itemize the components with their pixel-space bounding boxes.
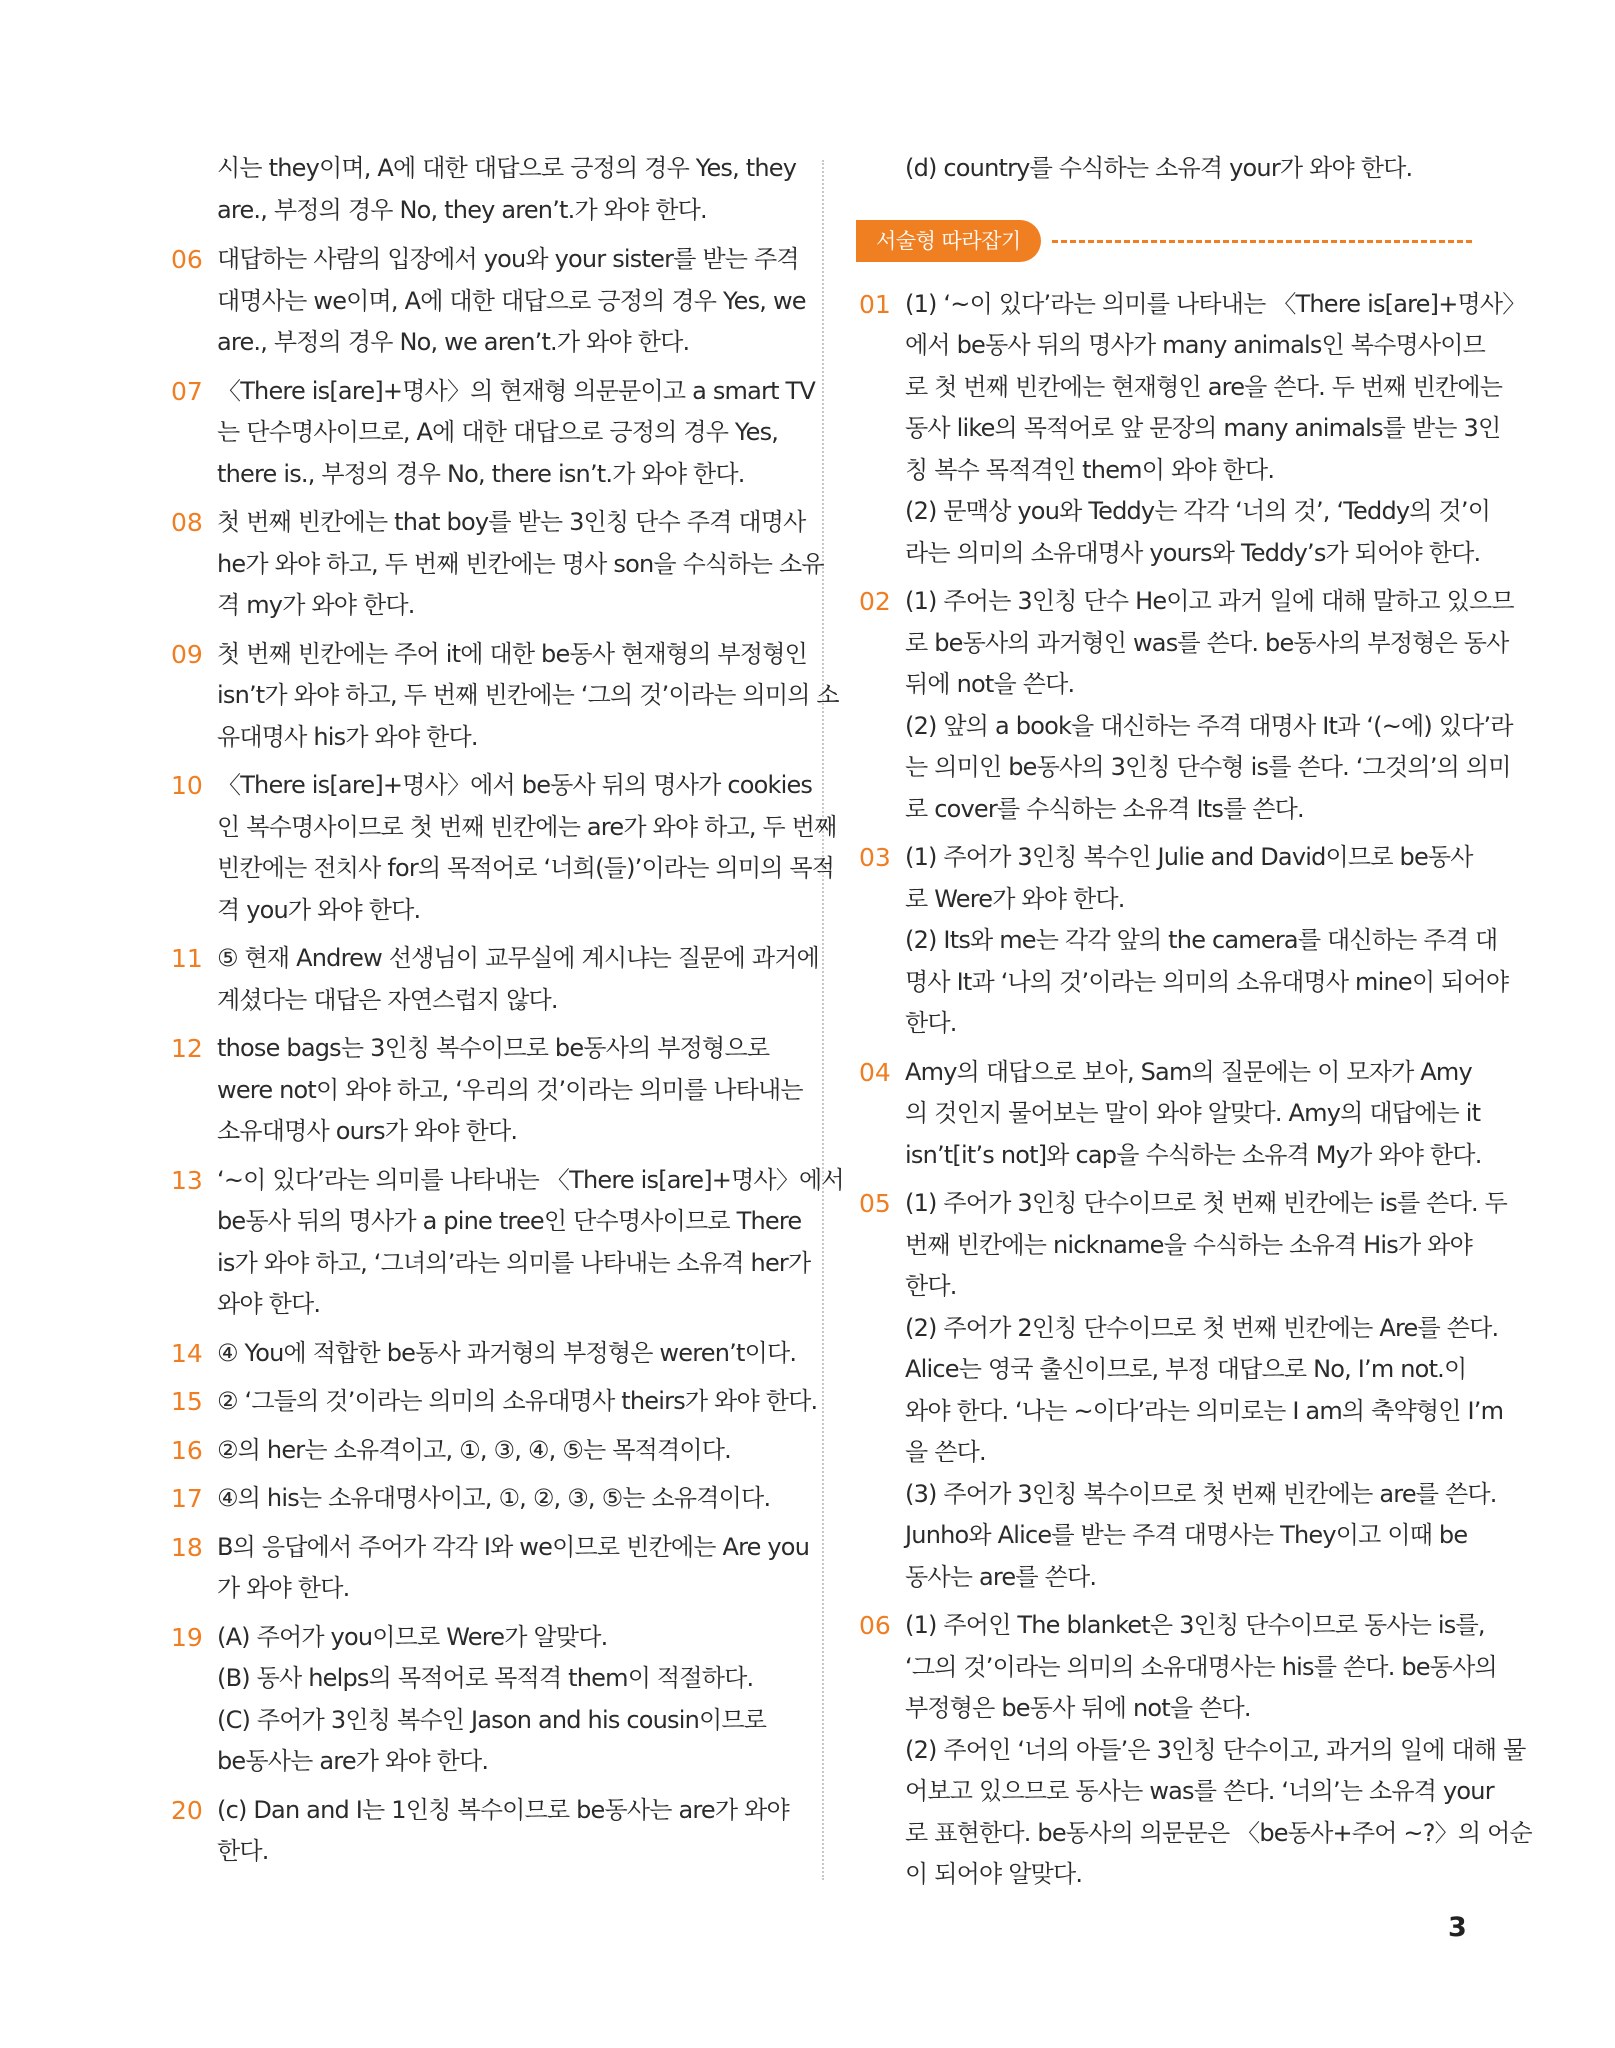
answer-item (168, 938, 819, 1021)
text-line: he가 와야 하고, 두 번째 빈칸에는 명사 son을 수식하는 소유 (217, 549, 824, 578)
text-line: (2) 주어가 2인칭 단수이므로 첫 번째 빈칸에는 Are를 쓴다. (905, 1313, 1499, 1342)
item-number: 19 (171, 1622, 203, 1652)
text-line: Junho와 Alice를 받는 주격 대명사는 They이고 이때 be (905, 1521, 1468, 1549)
text-line: Amy의 대답으로 보아, Sam의 질문에는 이 모자가 Amy (905, 1057, 1472, 1086)
item-number: 14 (171, 1338, 203, 1368)
text-line: be동사 뒤의 명사가 a pine tree인 단수명사이므로 There (217, 1207, 802, 1235)
text-line: 소유대명사 ours가 와야 한다. (217, 1117, 518, 1145)
text-line: (A) 주어가 you이므로 Were가 알맞다. (217, 1622, 608, 1651)
item-number: 15 (171, 1387, 203, 1416)
answer-item (168, 502, 824, 627)
text-line: ⑤ 현재 Andrew 선생님이 교무실에 계시냐는 질문에 과거에 (217, 944, 819, 972)
text-line: ②의 her는 소유격이고, ①, ③, ④, ⑤는 목적격이다. (217, 1435, 731, 1464)
item-number: 12 (171, 1034, 203, 1063)
answer-item (168, 1160, 844, 1326)
text-line: ④의 his는 소유대명사이고, ①, ②, ③, ⑤는 소유격이다. (217, 1484, 771, 1512)
text-line: 시는 they이며, A에 대한 대답으로 긍정의 경우 Yes, they (217, 154, 797, 182)
item-number: 02 (859, 587, 891, 616)
item-number: 06 (859, 1611, 891, 1640)
item-number: 05 (859, 1189, 891, 1218)
text-line: (2) 문맥상 you와 Teddy는 각각 ‘너의 것’, ‘Teddy의 것’이 (905, 497, 1491, 525)
text-line: 로 Were가 와야 한다. (905, 884, 1125, 913)
left-column (168, 148, 844, 1880)
item-number: 10 (171, 771, 203, 800)
item-number: 18 (171, 1532, 203, 1562)
text-line: 격 my가 와야 한다. (217, 591, 415, 619)
item-number: 03 (859, 843, 891, 872)
continuation-text (856, 148, 1472, 190)
text-line: 명사 It과 ‘나의 것’이라는 의미의 소유대명사 mine이 되어야 (905, 967, 1509, 996)
text-line: B의 응답에서 주어가 각각 I와 we이므로 빈칸에는 Are you (217, 1532, 810, 1561)
text-line: (1) 주어는 3인칭 단수 He이고 과거 일에 대해 말하고 있으므 (905, 587, 1514, 615)
answer-item (168, 1381, 818, 1423)
text-line: (2) 앞의 a book을 대신하는 주격 대명사 It과 ‘(~에) 있다’라 (905, 711, 1513, 740)
answer-item (168, 634, 839, 759)
text-line: are., 부정의 경우 No, they aren’t.가 와야 한다. (217, 195, 707, 224)
text-line: are., 부정의 경우 No, we aren’t.가 와야 한다. (217, 328, 690, 356)
text-line: ‘~이 있다’라는 의미를 나타내는 〈There is[are]+명사〉에서 (217, 1165, 844, 1194)
text-line: 동사는 are를 쓴다. (905, 1562, 1097, 1591)
text-line: 로 cover를 수식하는 소유격 Its를 쓴다. (905, 794, 1304, 823)
text-line: 을 쓴다. (905, 1438, 986, 1466)
text-line: 는 단수명사이므로, A에 대한 대답으로 긍정의 경우 Yes, (217, 418, 779, 446)
text-line: 한다. (905, 1272, 957, 1300)
text-line: 와야 한다. ‘나는 ~이다’라는 의미로는 I am의 축약형인 I’m (905, 1396, 1504, 1425)
answer-item (168, 1617, 788, 1783)
text-line: (1) ‘~이 있다’라는 의미를 나타내는 〈There is[are]+명사〉 (905, 289, 1526, 318)
text-line: (1) 주어가 3인칭 복수인 Julie and David이므로 be동사 (905, 843, 1473, 871)
item-number: 04 (859, 1057, 891, 1087)
text-line: 계셨다는 대답은 자연스럽지 않다. (217, 985, 558, 1014)
text-line: 번째 빈칸에는 nickname을 수식하는 소유격 His가 와야 (905, 1230, 1472, 1259)
text-line: 동사 like의 목적어로 앞 문장의 many animals를 받는 3인 (905, 414, 1501, 442)
text-line: 칭 복수 목적격인 them이 와야 한다. (905, 455, 1275, 484)
answer-item (168, 1527, 810, 1610)
item-number: 16 (171, 1435, 203, 1465)
item-number: 11 (171, 944, 203, 973)
text-line: (3) 주어가 3인칭 복수이므로 첫 번째 빈칸에는 are를 쓴다. (905, 1479, 1497, 1508)
text-line: (B) 동사 helps의 목적어로 목적격 them이 적절하다. (217, 1664, 754, 1692)
text-line: there is., 부정의 경우 No, there isn’t.가 와야 한다. (217, 459, 745, 488)
text-line: 어보고 있으므로 동사는 was를 쓴다. ‘너의’는 소유격 your (905, 1777, 1494, 1805)
answer-item (856, 581, 1514, 830)
text-line: 유대명사 his가 와야 한다. (217, 722, 478, 751)
section-label: 서술형 따라잡기 (856, 220, 1041, 262)
dashed-rule (1052, 240, 1472, 243)
text-line: those bags는 3인칭 복수이므로 be동사의 부정형으로 (217, 1034, 770, 1062)
column-divider (822, 160, 824, 1880)
answer-item (856, 1183, 1507, 1598)
answer-item (168, 1028, 803, 1153)
continuation-text (168, 148, 797, 231)
text-line: 〈There is[are]+명사〉의 현재형 의문문이고 a smart TV (217, 376, 816, 405)
text-line: 인 복수명사이므로 첫 번째 빈칸에는 are가 와야 하고, 두 번째 (217, 812, 837, 841)
text-line: 로 표현한다. be동사의 의문문은 〈be동사+주어 ~?〉의 어순 (905, 1818, 1532, 1847)
text-line: 빈칸에는 전치사 for의 목적어로 ‘너희(들)’이라는 의미의 목적 (217, 854, 835, 882)
text-line: ‘그의 것’이라는 의미의 소유대명사는 his를 쓴다. be동사의 (905, 1652, 1497, 1681)
text-line: 대명사는 we이며, A에 대한 대답으로 긍정의 경우 Yes, we (217, 286, 806, 315)
section-header (856, 220, 1472, 264)
text-line: 와야 한다. (217, 1290, 321, 1318)
text-line: (d) country를 수식하는 소유격 your가 와야 한다. (905, 154, 1413, 182)
item-number: 17 (171, 1484, 203, 1513)
text-line: (C) 주어가 3인칭 복수인 Jason and his cousin이므로 (217, 1705, 767, 1734)
text-line: 로 첫 번째 빈칸에는 현재형인 are을 쓴다. 두 번째 빈칸에는 (905, 372, 1503, 401)
item-number: 06 (171, 245, 203, 274)
text-line: 가 와야 한다. (217, 1574, 350, 1602)
item-number: 01 (859, 289, 891, 319)
text-line: 는 의미인 be동사의 3인칭 단수형 is를 쓴다. ‘그것의’의 의미 (905, 753, 1511, 781)
answer-item (856, 1605, 1532, 1896)
text-line: (1) 주어가 3인칭 단수이므로 첫 번째 빈칸에는 is를 쓴다. 두 (905, 1189, 1507, 1217)
page-number: 3 (1448, 1912, 1467, 1943)
text-line: 라는 의미의 소유대명사 yours와 Teddy’s가 되어야 한다. (905, 538, 1481, 567)
text-line: isn’t가 와야 하고, 두 번째 빈칸에는 ‘그의 것’이라는 의미의 소 (217, 681, 839, 709)
answer-item (168, 371, 816, 496)
text-line: 이 되어야 알맞다. (905, 1860, 1083, 1888)
text-line: 한다. (905, 1009, 957, 1037)
item-number: 07 (171, 376, 203, 406)
text-line: were not이 와야 하고, ‘우리의 것’이라는 의미를 나타내는 (217, 1075, 803, 1104)
text-line: Alice는 영국 출신이므로, 부정 대답으로 No, I’m not.이 (905, 1355, 1467, 1383)
answer-item (168, 765, 837, 931)
text-line: 〈There is[are]+명사〉에서 be동사 뒤의 명사가 cookies (217, 771, 813, 799)
answer-item (168, 1430, 788, 1472)
text-line: ④ You에 적합한 be동사 과거형의 부정형은 weren’t이다. (217, 1338, 797, 1367)
text-line: (2) 주어인 ‘너의 아들’은 3인칭 단수이고, 과거의 일에 대해 물 (905, 1735, 1526, 1764)
answer-item (168, 1478, 788, 1520)
text-line: 첫 번째 빈칸에는 that boy를 받는 3인칭 단수 주격 대명사 (217, 508, 806, 536)
text-line: 첫 번째 빈칸에는 주어 it에 대한 be동사 현재형의 부정형인 (217, 639, 807, 668)
text-line: 대답하는 사람의 입장에서 you와 your sister를 받는 주격 (217, 245, 799, 273)
item-number: 13 (171, 1165, 203, 1195)
text-line: 로 be동사의 과거형인 was를 쓴다. be동사의 부정형은 동사 (905, 628, 1509, 657)
answer-item (856, 837, 1509, 1045)
answer-list (856, 284, 1532, 1896)
text-line: 의 것인지 물어보는 말이 와야 알맞다. Amy의 대답에는 it (905, 1099, 1481, 1127)
answer-item (168, 239, 806, 364)
text-line: (c) Dan and I는 1인칭 복수이므로 be동사는 are가 와야 (217, 1795, 789, 1824)
text-line: isn’t[it’s not]와 cap을 수식하는 소유격 My가 와야 한다. (905, 1140, 1482, 1169)
text-line: 한다. (217, 1837, 269, 1865)
answer-item (856, 1052, 1482, 1177)
answer-list (168, 239, 844, 1873)
text-line: ② ‘그들의 것’이라는 의미의 소유대명사 theirs가 와야 한다. (217, 1387, 818, 1415)
text-line: is가 와야 하고, ‘그녀의’라는 의미를 나타내는 소유격 her가 (217, 1248, 811, 1277)
answer-item (168, 1790, 788, 1873)
item-number: 09 (171, 639, 203, 669)
text-line: 에서 be동사 뒤의 명사가 many animals인 복수명사이므 (905, 331, 1486, 359)
text-line: 뒤에 not을 쓴다. (905, 670, 1075, 698)
answer-item (856, 284, 1526, 575)
right-column (856, 148, 1532, 1903)
text-line: 격 you가 와야 한다. (217, 895, 421, 924)
answer-item (168, 1333, 797, 1375)
text-line: be동사는 are가 와야 한다. (217, 1747, 489, 1775)
text-line: (1) 주어인 The blanket은 3인칭 단수이므로 동사는 is를, (905, 1611, 1485, 1639)
item-number: 08 (171, 508, 203, 537)
item-number: 20 (171, 1795, 203, 1825)
text-line: (2) Its와 me는 각각 앞의 the camera를 대신하는 주격 대 (905, 926, 1498, 954)
text-line: 부정형은 be동사 뒤에 not을 쓴다. (905, 1694, 1251, 1722)
